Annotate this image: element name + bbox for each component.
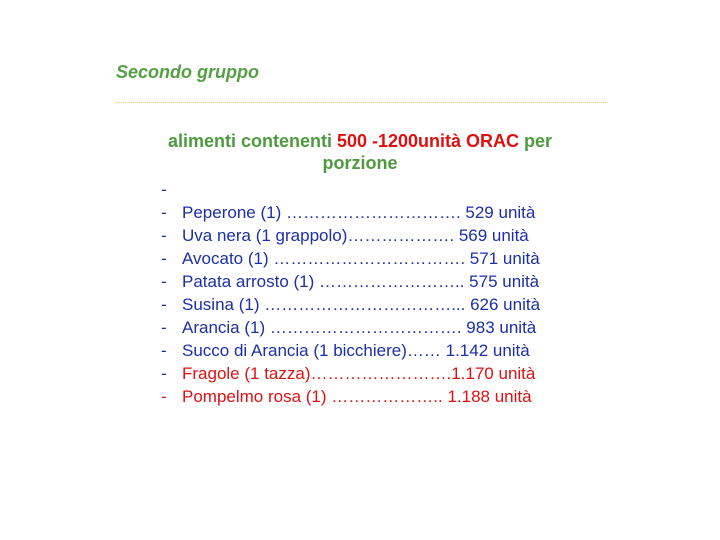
- bullet-dash: -: [161, 364, 167, 383]
- list-item-label: Arancia (1) ……………………………. 983 unità: [182, 318, 537, 337]
- title-divider: [116, 102, 608, 103]
- list-item-label: Susina (1) ……………………………... 626 unità: [182, 295, 541, 314]
- list-item-label: Patata arrosto (1) …………………….. 575 unità: [182, 272, 540, 291]
- bullet-dash: -: [161, 226, 167, 245]
- heading-text-start: alimenti contenenti: [167, 131, 337, 151]
- heading-text-end: per porzione: [322, 131, 553, 173]
- bullet-dash: -: [161, 180, 167, 199]
- bullet-dash: -: [161, 318, 167, 337]
- heading-highlight: 500 -1200unità ORAC: [336, 131, 520, 151]
- slide-heading: [130, 130, 590, 174]
- list-item-label: Fragole (1 tazza)…………………….1.170 unità: [182, 364, 536, 383]
- bullet-dash: -: [161, 272, 167, 291]
- list-item-label: Peperone (1) …………………………. 529 unità: [182, 203, 536, 222]
- slide-title: Secondo gruppo: [116, 62, 259, 82]
- bullet-dash: -: [161, 295, 167, 314]
- bullet-dash: -: [161, 249, 167, 268]
- list-item-label: Succo di Arancia (1 bicchiere)…… 1.142 unità: [182, 341, 530, 360]
- bullet-dash: -: [161, 203, 167, 222]
- list-item-label: Pompelmo rosa (1) ……………….. 1.188 unità: [182, 387, 532, 406]
- list-item-label: Avocato (1) ……………………………. 571 unità: [182, 249, 540, 268]
- list-item-label: Uva nera (1 grappolo)………………. 569 unità: [182, 226, 529, 245]
- bullet-dash: -: [161, 341, 167, 360]
- bullet-dash: -: [161, 387, 167, 406]
